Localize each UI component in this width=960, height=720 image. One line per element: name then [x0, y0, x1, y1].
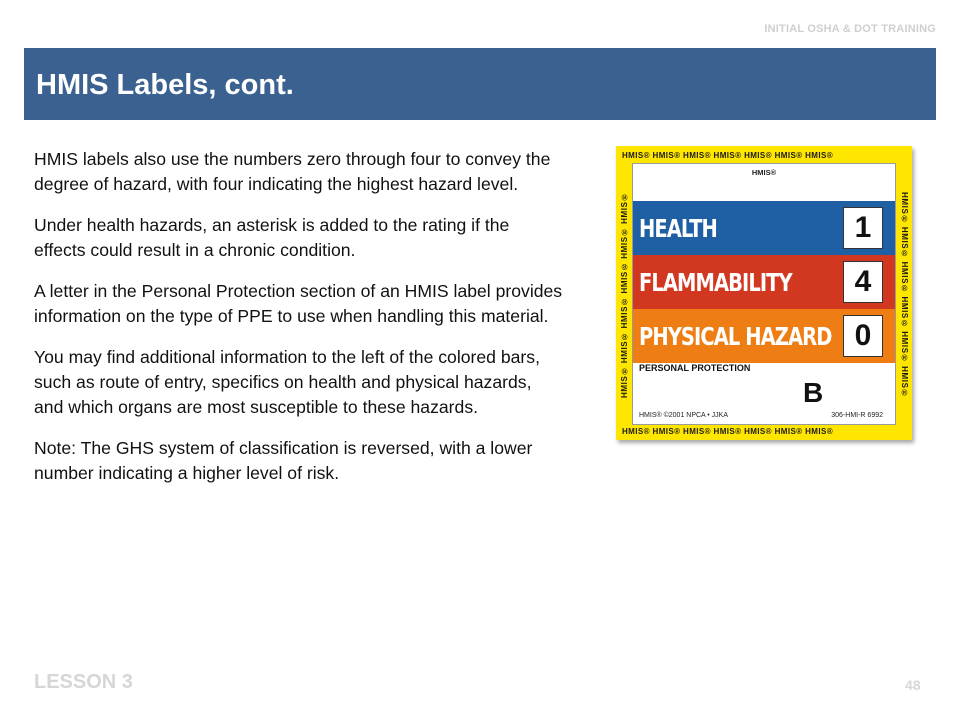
health-bar — [633, 201, 895, 255]
body-text — [34, 147, 564, 502]
hmis-inner-panel — [632, 163, 896, 425]
hmis-border-bottom: HMIS® HMIS® HMIS® HMIS® HMIS® HMIS® HMIS® — [622, 427, 833, 436]
paragraph-additional-info: You may find additional information to the left of the colored bars, such as route of entry, specifics on health and physical hazards, and which organs are most susceptible to these hazards. — [34, 347, 540, 417]
lesson-label: LESSON 3 — [34, 671, 133, 693]
hmis-border-top: HMIS® HMIS® HMIS® HMIS® HMIS® HMIS® HMIS® — [622, 151, 833, 160]
physical-hazard-bar — [633, 309, 895, 363]
hmis-border-left: HMIS® HMIS® HMIS® HMIS® HMIS® HMIS® — [620, 191, 629, 399]
slide-title: HMIS Labels, cont. — [36, 69, 294, 101]
title-bar — [24, 48, 936, 120]
flammability-label: FLAMMABILITY — [639, 268, 792, 297]
flammability-bar — [633, 255, 895, 309]
hmis-inner-title: HMIS® — [751, 168, 777, 177]
hmis-border-right: HMIS® HMIS® HMIS® HMIS® HMIS® HMIS® — [900, 191, 909, 399]
paragraph-hazard-scale: HMIS labels also use the numbers zero through four to convey the degree of hazard, with four indicating the highest hazard level. — [34, 149, 551, 194]
course-header-tag: INITIAL OSHA & DOT TRAINING — [764, 23, 936, 35]
paragraph-asterisk: Under health hazards, an asterisk is added to the rating if the effects could result in a chronic condition. — [34, 215, 510, 260]
page-number: 48 — [905, 677, 921, 693]
hmis-product-code: 306-HMI-R 6992 — [831, 412, 883, 419]
physical-hazard-label: PHYSICAL HAZARD — [639, 322, 832, 351]
personal-protection-value: B — [803, 377, 824, 408]
paragraph-personal-protection: A letter in the Personal Protection section of an HMIS label provides information on the type of PPE to use when handling this material. — [34, 281, 563, 326]
paragraph-ghs-note: Note: The GHS system of classification is reversed, with a lower number indicating a higher level of risk. — [34, 438, 533, 483]
physical-hazard-rating: 0 — [843, 315, 883, 357]
hmis-label-image — [616, 146, 912, 440]
personal-protection-label: PERSONAL PROTECTION — [639, 363, 751, 373]
health-label: HEALTH — [639, 214, 717, 243]
flammability-rating: 4 — [843, 261, 883, 303]
hmis-copyright: HMIS® ©2001 NPCA • JJKA — [639, 412, 729, 419]
health-rating: 1 — [843, 207, 883, 249]
